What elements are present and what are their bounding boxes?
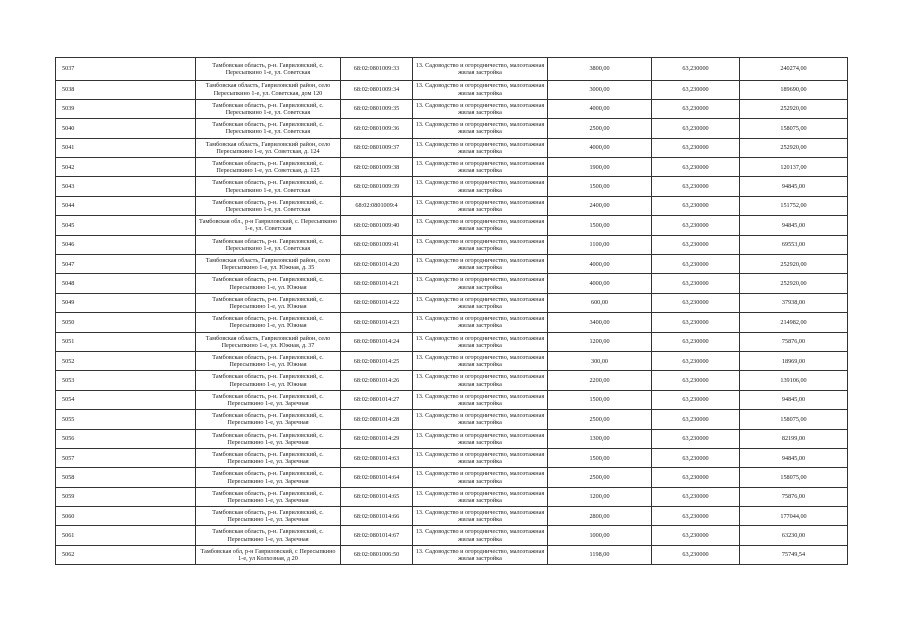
- cadastral-number-cell: 68:02:0801014:29: [341, 429, 413, 448]
- cadastral-number-cell: 68:02:0801014:65: [341, 487, 413, 506]
- cadastral-number-cell: 68:02:0801014:20: [341, 255, 413, 274]
- address-cell: Тамбовская обл., р-н Гавриловский, с. Пересыпкино 1-е, ул. Советская: [196, 216, 341, 235]
- cadastral-value-cell: 158075,00: [740, 119, 848, 138]
- row-number-cell: 5043: [56, 177, 196, 196]
- land-use-cell: 13. Садоводство и огородничество, малоэтажная жилая застройка: [413, 448, 548, 467]
- specific-value-cell: 63,230000: [652, 410, 740, 429]
- address-cell: Тамбовская область, р-н. Гавриловский, с. Пересыпкино 1-е, ул. Советская: [196, 235, 341, 254]
- specific-value-cell: 63,230000: [652, 507, 740, 526]
- cadastral-value-cell: 75749,54: [740, 545, 848, 564]
- table-row: [56, 313, 848, 332]
- cadastral-number-cell: 68:02:0801009:4: [341, 196, 413, 215]
- land-use-cell: 13. Садоводство и огородничество, малоэтажная жилая застройка: [413, 371, 548, 390]
- table-row: [56, 177, 848, 196]
- table-row: [56, 196, 848, 215]
- cadastral-number-cell: 68:02:0801014:27: [341, 390, 413, 409]
- cadastral-value-cell: 75876,00: [740, 487, 848, 506]
- cadastral-number-cell: 68:02:0801009:38: [341, 158, 413, 177]
- cadastral-value-cell: 139106,00: [740, 371, 848, 390]
- address-cell: Тамбовская область, р-н. Гавриловский, с. Пересыпкино 1-е, ул. Южная: [196, 313, 341, 332]
- address-cell: Тамбовская область, р-н. Гавриловский, с. Пересыпкино 1-е, ул. Заречная: [196, 507, 341, 526]
- cadastral-value-cell: 94845,00: [740, 177, 848, 196]
- row-number-cell: 5040: [56, 119, 196, 138]
- table-row: [56, 526, 848, 545]
- land-use-cell: 13. Садоводство и огородничество, малоэтажная жилая застройка: [413, 58, 548, 81]
- cadastral-value-cell: 158075,00: [740, 410, 848, 429]
- row-number-cell: 5052: [56, 351, 196, 370]
- area-cell: 1900,00: [548, 158, 652, 177]
- land-use-cell: 13. Садоводство и огородничество, малоэтажная жилая застройка: [413, 99, 548, 118]
- address-cell: Тамбовская область, р-н. Гавриловский, с. Пересыпкино 1-е, ул. Заречная: [196, 468, 341, 487]
- address-cell: Тамбовская область, р-н. Гавриловский, с. Пересыпкино 1-е, ул. Заречная: [196, 448, 341, 467]
- address-cell: Тамбовская область, р-н. Гавриловский, с. Пересыпкино 1-е, ул. Южная: [196, 274, 341, 293]
- row-number-cell: 5060: [56, 507, 196, 526]
- land-use-cell: 13. Садоводство и огородничество, малоэтажная жилая застройка: [413, 410, 548, 429]
- row-number-cell: 5047: [56, 255, 196, 274]
- land-use-cell: 13. Садоводство и огородничество, малоэтажная жилая застройка: [413, 429, 548, 448]
- row-number-cell: 5048: [56, 274, 196, 293]
- address-cell: Тамбовская область, р-н. Гавриловский, с. Пересыпкино 1-е, ул. Южная: [196, 351, 341, 370]
- row-number-cell: 5055: [56, 410, 196, 429]
- cadastral-value-cell: 120137,00: [740, 158, 848, 177]
- row-number-cell: 5042: [56, 158, 196, 177]
- table-row: [56, 545, 848, 564]
- specific-value-cell: 63,230000: [652, 196, 740, 215]
- land-use-cell: 13. Садоводство и огородничество, малоэтажная жилая застройка: [413, 487, 548, 506]
- cadastral-value-cell: 37938,00: [740, 293, 848, 312]
- table-row: [56, 99, 848, 118]
- row-number-cell: 5054: [56, 390, 196, 409]
- address-cell: Тамбовская область, Гавриловский район, село Пересыпкино 1-е, ул. Советская, д. 124: [196, 138, 341, 157]
- table-row: [56, 58, 848, 81]
- area-cell: 1200,00: [548, 332, 652, 351]
- row-number-cell: 5039: [56, 99, 196, 118]
- cadastral-value-cell: 94845,00: [740, 216, 848, 235]
- cadastral-value-cell: 18969,00: [740, 351, 848, 370]
- cadastral-number-cell: 68:02:0801014:21: [341, 274, 413, 293]
- cadastral-number-cell: 68:02:0801009:35: [341, 99, 413, 118]
- specific-value-cell: 63,230000: [652, 448, 740, 467]
- area-cell: 3000,00: [548, 80, 652, 99]
- row-number-cell: 5041: [56, 138, 196, 157]
- specific-value-cell: 63,230000: [652, 526, 740, 545]
- address-cell: Тамбовская область, Гавриловский район, село Пересыпкино 1-е, ул. Южная, д. 37: [196, 332, 341, 351]
- land-use-cell: 13. Садоводство и огородничество, малоэтажная жилая застройка: [413, 216, 548, 235]
- land-plots-table: [55, 57, 848, 565]
- specific-value-cell: 63,230000: [652, 138, 740, 157]
- table-row: [56, 158, 848, 177]
- specific-value-cell: 63,230000: [652, 235, 740, 254]
- cadastral-value-cell: 158075,00: [740, 468, 848, 487]
- row-number-cell: 5046: [56, 235, 196, 254]
- row-number-cell: 5045: [56, 216, 196, 235]
- land-use-cell: 13. Садоводство и огородничество, малоэтажная жилая застройка: [413, 468, 548, 487]
- row-number-cell: 5038: [56, 80, 196, 99]
- cadastral-number-cell: 68:02:0801014:23: [341, 313, 413, 332]
- specific-value-cell: 63,230000: [652, 332, 740, 351]
- specific-value-cell: 63,230000: [652, 158, 740, 177]
- specific-value-cell: 63,230000: [652, 58, 740, 81]
- cadastral-number-cell: 68:02:0801009:37: [341, 138, 413, 157]
- row-number-cell: 5061: [56, 526, 196, 545]
- address-cell: Тамбовская область, р-н. Гавриловский, с. Пересыпкино 1-е, ул. Южная: [196, 371, 341, 390]
- cadastral-number-cell: 68:02:0801009:36: [341, 119, 413, 138]
- land-use-cell: 13. Садоводство и огородничество, малоэтажная жилая застройка: [413, 119, 548, 138]
- land-use-cell: 13. Садоводство и огородничество, малоэтажная жилая застройка: [413, 332, 548, 351]
- area-cell: 1000,00: [548, 526, 652, 545]
- specific-value-cell: 63,230000: [652, 99, 740, 118]
- table-row: [56, 255, 848, 274]
- specific-value-cell: 63,230000: [652, 468, 740, 487]
- cadastral-number-cell: 68:02:0801009:41: [341, 235, 413, 254]
- area-cell: 600,00: [548, 293, 652, 312]
- specific-value-cell: 63,230000: [652, 371, 740, 390]
- address-cell: Тамбовская область, Гавриловский район, село Пересыпкино 1-е, ул. Советская, дом 120: [196, 80, 341, 99]
- area-cell: 1100,00: [548, 235, 652, 254]
- table-row: [56, 80, 848, 99]
- table-row: [56, 468, 848, 487]
- table-row: [56, 274, 848, 293]
- cadastral-value-cell: 240274,00: [740, 58, 848, 81]
- cadastral-number-cell: 68:02:0801009:40: [341, 216, 413, 235]
- address-cell: Тамбовская область, р-н. Гавриловский, с. Пересыпкино 1-е, ул. Заречная: [196, 526, 341, 545]
- address-cell: Тамбовская область, р-н. Гавриловский, с. Пересыпкино 1-е, ул. Южная: [196, 293, 341, 312]
- specific-value-cell: 63,230000: [652, 351, 740, 370]
- cadastral-number-cell: 68:02:0801014:25: [341, 351, 413, 370]
- specific-value-cell: 63,230000: [652, 274, 740, 293]
- table-row: [56, 487, 848, 506]
- area-cell: 2400,00: [548, 196, 652, 215]
- cadastral-value-cell: 94845,00: [740, 448, 848, 467]
- cadastral-number-cell: 68:02:0801014:63: [341, 448, 413, 467]
- land-use-cell: 13. Садоводство и огородничество, малоэтажная жилая застройка: [413, 545, 548, 564]
- cadastral-value-cell: 214982,00: [740, 313, 848, 332]
- specific-value-cell: 63,230000: [652, 216, 740, 235]
- area-cell: 4000,00: [548, 138, 652, 157]
- specific-value-cell: 63,230000: [652, 293, 740, 312]
- table-body: [56, 58, 848, 565]
- cadastral-number-cell: 68:02:0801014:64: [341, 468, 413, 487]
- row-number-cell: 5050: [56, 313, 196, 332]
- area-cell: 1300,00: [548, 429, 652, 448]
- table-row: [56, 429, 848, 448]
- row-number-cell: 5059: [56, 487, 196, 506]
- cadastral-number-cell: 68:02:0801009:39: [341, 177, 413, 196]
- table-row: [56, 390, 848, 409]
- specific-value-cell: 63,230000: [652, 313, 740, 332]
- cadastral-number-cell: 68:02:0801014:26: [341, 371, 413, 390]
- table-row: [56, 371, 848, 390]
- area-cell: 3800,00: [548, 58, 652, 81]
- address-cell: Тамбовская область, р-н. Гавриловский, с. Пересыпкино 1-е, ул. Советская: [196, 99, 341, 118]
- area-cell: 1500,00: [548, 177, 652, 196]
- row-number-cell: 5053: [56, 371, 196, 390]
- cadastral-value-cell: 252920,00: [740, 274, 848, 293]
- area-cell: 2500,00: [548, 468, 652, 487]
- table-row: [56, 119, 848, 138]
- area-cell: 2500,00: [548, 119, 652, 138]
- row-number-cell: 5057: [56, 448, 196, 467]
- cadastral-number-cell: 68:02:0801009:34: [341, 80, 413, 99]
- cadastral-value-cell: 252920,00: [740, 138, 848, 157]
- table-row: [56, 448, 848, 467]
- area-cell: 2500,00: [548, 410, 652, 429]
- land-use-cell: 13. Садоводство и огородничество, малоэтажная жилая застройка: [413, 158, 548, 177]
- cadastral-number-cell: 68:02:0801014:67: [341, 526, 413, 545]
- land-use-cell: 13. Садоводство и огородничество, малоэтажная жилая застройка: [413, 177, 548, 196]
- area-cell: 4000,00: [548, 274, 652, 293]
- cadastral-value-cell: 177044,00: [740, 507, 848, 526]
- table-row: [56, 507, 848, 526]
- cadastral-number-cell: 68:02:0801014:24: [341, 332, 413, 351]
- specific-value-cell: 63,230000: [652, 255, 740, 274]
- area-cell: 1500,00: [548, 216, 652, 235]
- area-cell: 1200,00: [548, 487, 652, 506]
- specific-value-cell: 63,230000: [652, 119, 740, 138]
- cadastral-value-cell: 189690,00: [740, 80, 848, 99]
- cadastral-value-cell: 252920,00: [740, 99, 848, 118]
- area-cell: 1500,00: [548, 390, 652, 409]
- address-cell: Тамбовская область, р-н. Гавриловский, с. Пересыпкино 1-е, ул. Советская, д. 125: [196, 158, 341, 177]
- table-row: [56, 138, 848, 157]
- address-cell: Тамбовская область, Гавриловский район, село Пересыпкино 1-е, ул. Южная, д. 35: [196, 255, 341, 274]
- cadastral-number-cell: 68:02:0801014:28: [341, 410, 413, 429]
- address-cell: Тамбовская область, р-н. Гавриловский, с. Пересыпкино 1-е, ул. Советская: [196, 58, 341, 81]
- specific-value-cell: 63,230000: [652, 545, 740, 564]
- address-cell: Тамбовская область, р-н. Гавриловский, с. Пересыпкино 1-е, ул. Советская: [196, 177, 341, 196]
- address-cell: Тамбовская область, р-н. Гавриловский, с. Пересыпкино 1-е, ул. Советская: [196, 196, 341, 215]
- land-use-cell: 13. Садоводство и огородничество, малоэтажная жилая застройка: [413, 274, 548, 293]
- area-cell: 4000,00: [548, 255, 652, 274]
- cadastral-number-cell: 68:02:0801014:66: [341, 507, 413, 526]
- cadastral-value-cell: 94845,00: [740, 390, 848, 409]
- land-use-cell: 13. Садоводство и огородничество, малоэтажная жилая застройка: [413, 313, 548, 332]
- table-row: [56, 216, 848, 235]
- table-row: [56, 332, 848, 351]
- area-cell: 4000,00: [548, 99, 652, 118]
- specific-value-cell: 63,230000: [652, 429, 740, 448]
- specific-value-cell: 63,230000: [652, 487, 740, 506]
- land-use-cell: 13. Садоводство и огородничество, малоэтажная жилая застройка: [413, 138, 548, 157]
- address-cell: Тамбовская область, р-н. Гавриловский, с. Пересыпкино 1-е, ул. Заречная: [196, 429, 341, 448]
- cadastral-value-cell: 82199,00: [740, 429, 848, 448]
- table-row: [56, 293, 848, 312]
- area-cell: 1198,00: [548, 545, 652, 564]
- land-use-cell: 13. Садоводство и огородничество, малоэтажная жилая застройка: [413, 235, 548, 254]
- cadastral-value-cell: 69553,00: [740, 235, 848, 254]
- specific-value-cell: 63,230000: [652, 80, 740, 99]
- address-cell: Тамбовская область, р-н. Гавриловский, с. Пересыпкино 1-е, ул. Заречная: [196, 390, 341, 409]
- area-cell: 300,00: [548, 351, 652, 370]
- land-use-cell: 13. Садоводство и огородничество, малоэтажная жилая застройка: [413, 351, 548, 370]
- cadastral-value-cell: 252920,00: [740, 255, 848, 274]
- area-cell: 1500,00: [548, 448, 652, 467]
- land-register-sheet: [55, 57, 847, 565]
- cadastral-value-cell: 63230,00: [740, 526, 848, 545]
- address-cell: Тамбовская область, р-н. Гавриловский, с. Пересыпкино 1-е, ул. Заречная: [196, 410, 341, 429]
- row-number-cell: 5056: [56, 429, 196, 448]
- cadastral-number-cell: 68:02:0801009:33: [341, 58, 413, 81]
- cadastral-value-cell: 75876,00: [740, 332, 848, 351]
- address-cell: Тамбовская область, р-н. Гавриловский, с. Пересыпкино 1-е, ул. Советская: [196, 119, 341, 138]
- row-number-cell: 5049: [56, 293, 196, 312]
- cadastral-number-cell: 68:02:0801014:22: [341, 293, 413, 312]
- area-cell: 3400,00: [548, 313, 652, 332]
- row-number-cell: 5037: [56, 58, 196, 81]
- row-number-cell: 5058: [56, 468, 196, 487]
- table-row: [56, 410, 848, 429]
- address-cell: Тамбовская область, р-н. Гавриловский, с. Пересыпкино 1-е, ул. Заречная: [196, 487, 341, 506]
- address-cell: Тамбовская обл, р-н Гавриловский, с Пересыпкино 1-е, ул Колхозная, д 20: [196, 545, 341, 564]
- land-use-cell: 13. Садоводство и огородничество, малоэтажная жилая застройка: [413, 293, 548, 312]
- row-number-cell: 5051: [56, 332, 196, 351]
- area-cell: 2200,00: [548, 371, 652, 390]
- land-use-cell: 13. Садоводство и огородничество, малоэтажная жилая застройка: [413, 526, 548, 545]
- land-use-cell: 13. Садоводство и огородничество, малоэтажная жилая застройка: [413, 196, 548, 215]
- row-number-cell: 5062: [56, 545, 196, 564]
- land-use-cell: 13. Садоводство и огородничество, малоэтажная жилая застройка: [413, 390, 548, 409]
- area-cell: 2800,00: [548, 507, 652, 526]
- table-row: [56, 351, 848, 370]
- specific-value-cell: 63,230000: [652, 390, 740, 409]
- land-use-cell: 13. Садоводство и огородничество, малоэтажная жилая застройка: [413, 80, 548, 99]
- specific-value-cell: 63,230000: [652, 177, 740, 196]
- row-number-cell: 5044: [56, 196, 196, 215]
- table-row: [56, 235, 848, 254]
- cadastral-value-cell: 151752,00: [740, 196, 848, 215]
- land-use-cell: 13. Садоводство и огородничество, малоэтажная жилая застройка: [413, 255, 548, 274]
- land-use-cell: 13. Садоводство и огородничество, малоэтажная жилая застройка: [413, 507, 548, 526]
- cadastral-number-cell: 68:02:0801006:50: [341, 545, 413, 564]
